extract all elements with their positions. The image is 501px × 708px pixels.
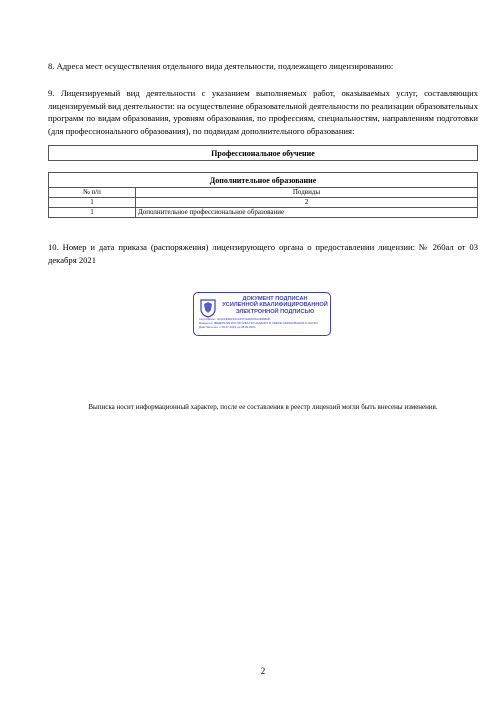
footer-note: Выписка носит информационный характер, после ее составления в реестр лицензий могли быть внесены изменения.: [88, 403, 438, 411]
table-row: [49, 208, 478, 218]
stamp-title-line-2: УСИЛЕННОЙ КВАЛИФИЦИРОВАННОЙ: [222, 302, 328, 309]
page-number: 2: [260, 666, 266, 676]
table-header-row: [49, 188, 478, 198]
section-9-text: 9. Лицензируемый вид деятельности с указанием выполняемых работ, оказываемых услуг, составляющих лицензируемый вид деятельности: на осуществление образовательной деятельности по реализации образовательных программ по видам образования, уровням образования, по профессиям, специальностям, направлениям подготовки (для профессионального образования), по подвидам дополнительного образования:: [48, 88, 478, 136]
column-number-2: 2: [136, 198, 478, 208]
column-number-1: 1: [49, 198, 136, 208]
section-10-text: 10. Номер и дата приказа (распоряжения) лицензирующего органа о предоставлении лицензии: № 260ал от 03 декабря 2021: [48, 242, 478, 265]
coat-of-arms-icon: [199, 298, 217, 318]
additional-education-title: Дополнительное образование: [49, 173, 478, 188]
electronic-signature-stamp: [193, 292, 331, 336]
professional-training-table: [48, 145, 478, 161]
stamp-owner: Владелец: ФЕДЕРАЛЬНАЯ СЛУЖБА ПО НАДЗОРУ В СФЕРЕ ОБРАЗОВАНИЯ И НАУКИ: [199, 321, 318, 326]
stamp-details: [199, 317, 329, 330]
column-header-subtypes: Подвиды: [136, 188, 478, 198]
stamp-title-line-3: ЭЛЕКТРОННОЙ ПОДПИСЬЮ: [235, 308, 315, 315]
stamp-title: [220, 296, 330, 315]
row-subtype-name: Дополнительное профессиональное образование: [136, 208, 478, 218]
additional-education-table: [48, 172, 478, 218]
section-8-text: 8. Адреса мест осуществления отдельного вида деятельности, подлежащего лицензированию:: [48, 61, 394, 71]
stamp-certificate: Сертификат: 4F4CFE80133C1007194DD0623D99B4F: [199, 317, 271, 321]
column-header-number: № п/п: [49, 188, 136, 198]
table-column-numbers-row: [49, 198, 478, 208]
stamp-validity: Действителен: с 06.07.2023 до 28.09.2024: [199, 325, 256, 330]
row-number: 1: [49, 208, 136, 218]
stamp-title-line-1: ДОКУМЕНТ ПОДПИСАН: [242, 296, 308, 302]
professional-training-title: Профессиональное обучение: [49, 146, 478, 161]
